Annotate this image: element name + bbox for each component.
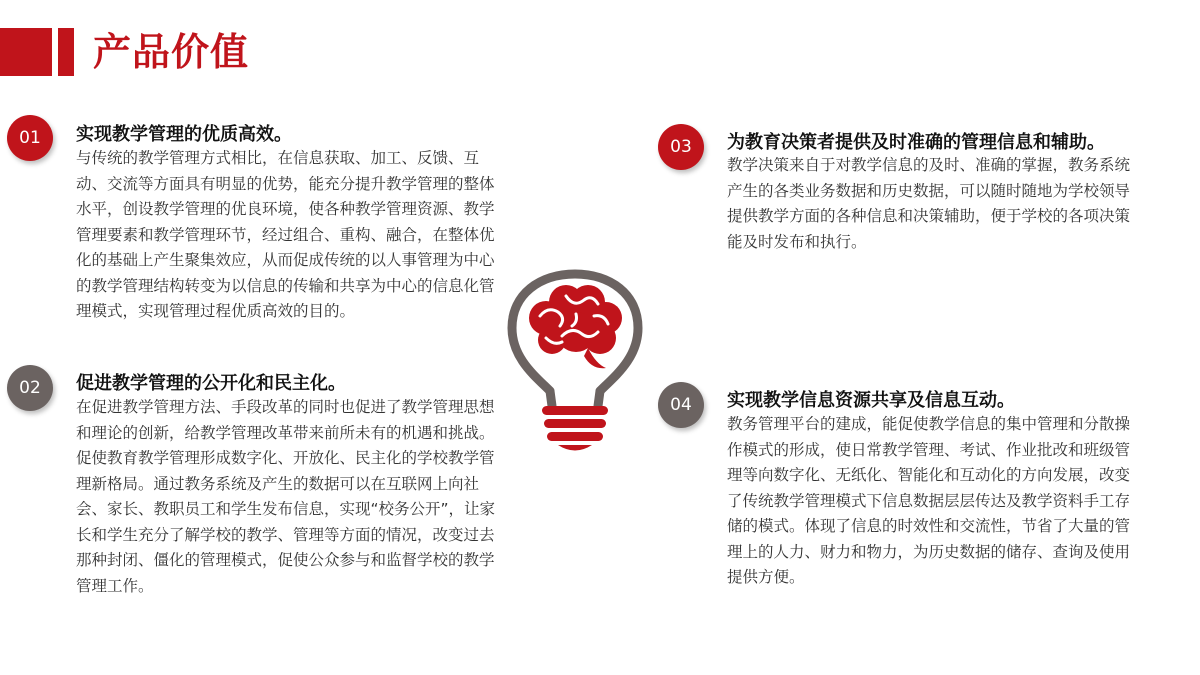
header-accent-bar: [58, 28, 74, 76]
header-accent-block: [0, 28, 52, 76]
item-title: 为教育决策者提供及时准确的管理信息和辅助。: [727, 132, 1105, 153]
number-badge: 04: [658, 382, 704, 428]
number-badge: 03: [658, 124, 704, 170]
lightbulb-brain-icon: [500, 266, 650, 456]
number-badge: 02: [7, 365, 53, 411]
item-body: 在促进教学管理方法、手段改革的同时也促进了教学管理思想和理论的创新，给教学管理改革带来前所未有的机遇和挑战。促使教育教学管理形成数字化、开放化、民主化的学校教学管理新格局。通过教务系统及产生的数据可以在互联网上向社会、家长、教职员工和学生发布信息，实现“校务公开”，让家长和学生充分了解学校的教学、管理等方面的情况，改变过去那种封闭、僵化的管理模式，促使公众参与和监督学校的教学管理工作。: [76, 398, 496, 595]
item-body: 教学决策来自于对教学信息的及时、准确的掌握，教务系统产生的各类业务数据和历史数据，可以随时随地为学校领导提供教学方面的各种信息和决策辅助，便于学校的各项决策能及时发布和执行。: [727, 156, 1131, 251]
item-body: 与传统的教学管理方式相比，在信息获取、加工、反馈、互动、交流等方面具有明显的优势，能充分提升教学管理的整体水平，创设教学管理的优良环境，使各种教学管理资源、教学管理要素和教学管理环节，经过组合、重构、融合，在整体优化的基础上产生聚集效应，从而促成传统的以人事管理为中心的教学管理结构转变为以信息的传输和共享为中心的信息化管理模式，实现管理过程优质高效的目的。: [76, 149, 495, 320]
page-title: 产品价值: [93, 30, 250, 74]
item-title: 促进教学管理的公开化和民主化。: [76, 373, 346, 394]
item-title: 实现教学信息资源共享及信息互动。: [727, 390, 1015, 411]
number-badge: 01: [7, 115, 53, 161]
item-body: 教务管理平台的建成，能促使教学信息的集中管理和分散操作模式的形成，使日常教学管理、考试、作业批改和班级管理等向数字化、无纸化、智能化和互动化的方向发展，改变了传统教学管理模式下信息数据层层传达及教学资料手工存储的模式。体现了信息的时效性和交流性，节省了大量的管理上的人力、财力和物力，为历史数据的储存、查询及使用提供方便。: [727, 415, 1131, 586]
item-title: 实现教学管理的优质高效。: [76, 124, 292, 145]
